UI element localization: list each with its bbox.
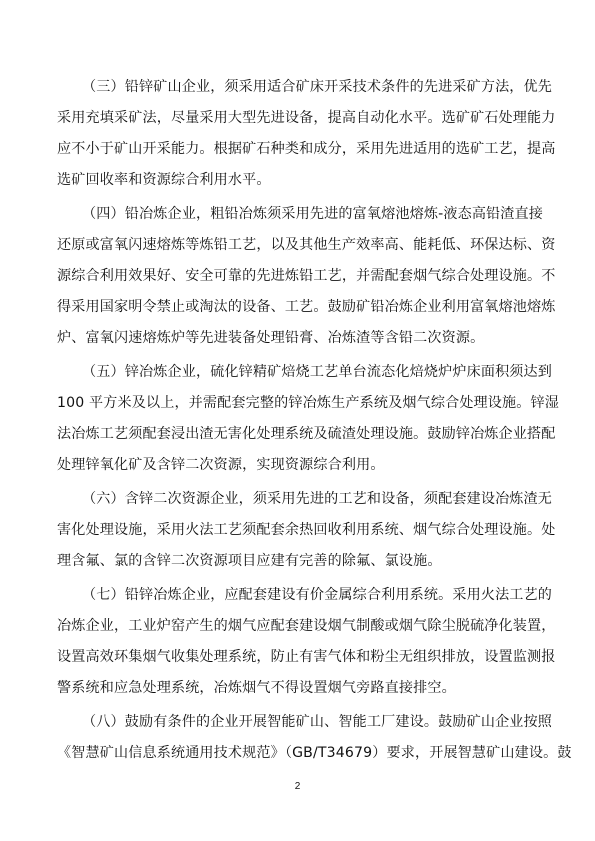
page-number: 2: [294, 781, 301, 792]
paragraph-7-line-3: 设置高效环集烟气收集处理系统，防止有害气体和粉尘无组织排放，设置监测报: [57, 649, 556, 665]
paragraph-6-line-2: 害化处理设施，采用火法工艺须配套余热回收利用系统、烟气综合处理设施。处: [57, 522, 556, 538]
paragraph-6-line-1: （六）含锌二次资源企业，须采用先进的工艺和设备，须配套建设冶炼渣无: [82, 491, 553, 507]
paragraph-7-line-2: 冶炼企业，工业炉窑产生的烟气应配套建设烟气制酸或烟气除尘脱硫净化装置，: [57, 618, 556, 634]
paragraph-5-line-2: 100 平方米及以上，并需配套完整的锌冶炼生产系统及烟气综合处理设施。锌湿: [57, 395, 560, 411]
paragraph-4-line-2: 还原或富氧闪速熔炼等炼铅工艺，以及其他生产效率高、能耗低、环保达标、资: [57, 237, 556, 253]
paragraph-3-line-2: 采用充填采矿法，尽量采用大型先进设备，提高自动化水平。选矿矿石处理能力: [57, 110, 556, 126]
paragraph-3-line-4: 选矿回收率和资源综合利用水平。: [57, 172, 271, 188]
paragraph-5-line-4: 处理锌氧化矿及含锌二次资源，实现资源综合利用。: [57, 457, 385, 473]
paragraph-3-line-3: 应不小于矿山开采能力。根据矿石种类和成分，采用先进适用的选矿工艺，提高: [57, 141, 556, 157]
paragraph-7-line-1: （七）铅锌冶炼企业，应配套建设有价金属综合利用系统。采用火法工艺的: [82, 587, 553, 603]
paragraph-4-line-3: 源综合利用效果好、安全可靠的先进炼铅工艺，并需配套烟气综合处理设施。不: [57, 268, 556, 284]
paragraph-8-line-1: （八）鼓励有条件的企业开展智能矿山、智能工厂建设。鼓励矿山企业按照: [82, 714, 553, 730]
paragraph-8-line-2: 《智慧矿山信息系统通用技术规范》（GB/T34679）要求，开展智慧矿山建设。鼓: [57, 745, 572, 761]
paragraph-4-line-1: （四）铅冶炼企业，粗铅冶炼须采用先进的富氧熔池熔炼-液态高铅渣直接: [82, 206, 544, 222]
paragraph-7-line-4: 警系统和应急处理系统，冶炼烟气不得设置烟气旁路直接排空。: [57, 680, 456, 696]
paragraph-5-line-1: （五）锌冶炼企业，硫化锌精矿焙烧工艺单台流态化焙烧炉炉床面积须达到: [82, 364, 553, 380]
paragraph-3-line-1: （三）铅锌矿山企业，须采用适合矿床开采技术条件的先进采矿方法，优先: [82, 79, 553, 95]
paragraph-4-line-5: 炉、富氧闪速熔炼炉等先进装备处理铅膏、冶炼渣等含铅二次资源。: [57, 330, 485, 346]
paragraph-6-line-3: 理含氟、氯的含锌二次资源项目应建有完善的除氟、氯设施。: [57, 553, 442, 569]
paragraph-4-line-4: 得采用国家明令禁止或淘汰的设备、工艺。鼓励矿铅冶炼企业利用富氧熔池熔炼: [57, 299, 556, 315]
paragraph-5-line-3: 法冶炼工艺须配套浸出渣无害化处理系统及硫渣处理设施。鼓励锌冶炼企业搭配: [57, 426, 556, 442]
